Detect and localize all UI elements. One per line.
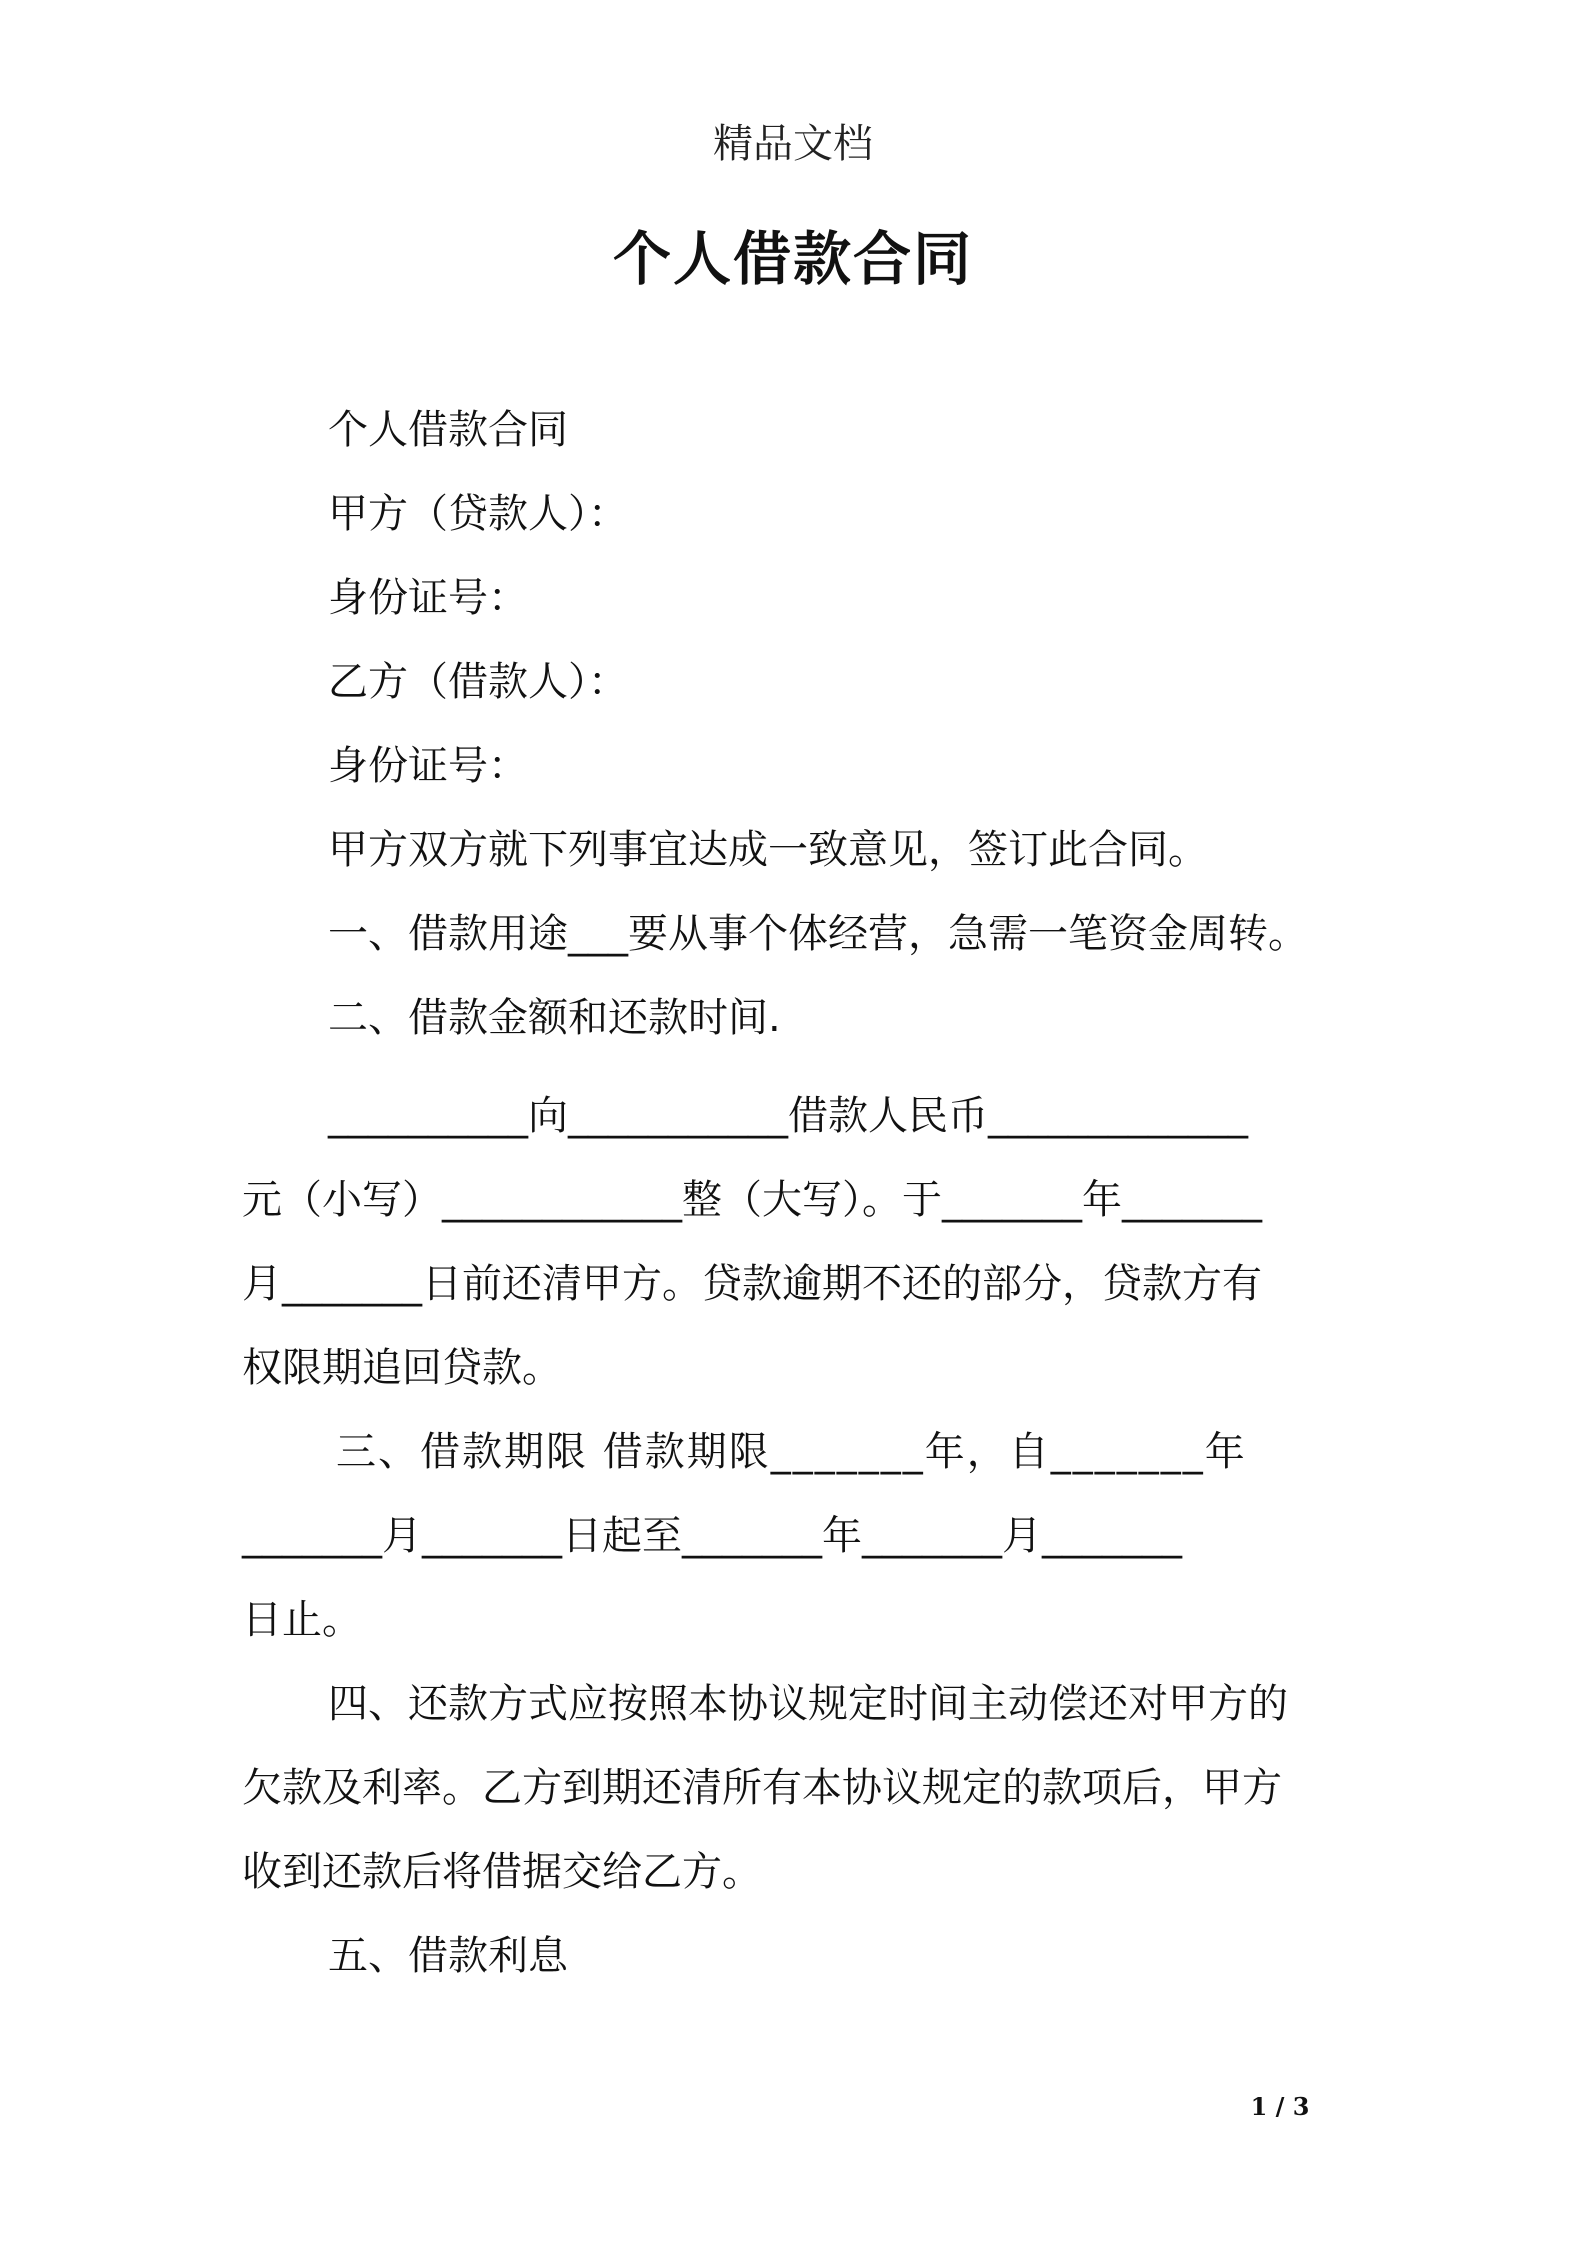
page-number: 1 / 3 [1250, 2092, 1310, 2121]
borrower-id-field: 身份证号： [328, 743, 528, 789]
clause-1-purpose: 一、借款用途___要从事个体经营，急需一笔资金周转。 [328, 911, 1308, 957]
clause-4-line-3: 收到还款后将借据交给乙方。 [242, 1849, 762, 1895]
agreement-intro: 甲方双方就下列事宜达成一致意见，签订此合同。 [328, 827, 1208, 873]
clause-3-line-3: 日止。 [242, 1597, 362, 1643]
clause-4-line-1: 四、还款方式应按照本协议规定时间主动偿还对甲方的 [328, 1681, 1288, 1727]
clause-3-line-2: _______月_______日起至_______年_______月_______ [242, 1513, 1182, 1559]
clause-2-line-4: 权限期追回贷款。 [242, 1345, 562, 1391]
lender-id-field: 身份证号： [328, 575, 528, 621]
clause-5-heading: 五、借款利息 [328, 1933, 568, 1979]
clause-2-line-3: 月_______日前还清甲方。贷款逾期不还的部分，贷款方有 [242, 1261, 1262, 1307]
clause-4-line-2: 欠款及利率。乙方到期还清所有本协议规定的款项后，甲方 [242, 1765, 1282, 1811]
clause-2-line-1: __________向___________借款人民币_____________ [328, 1093, 1248, 1139]
document-title: 个人借款合同 [612, 225, 973, 293]
lender-field: 甲方（贷款人）： [328, 491, 628, 537]
header-note: 精品文档 [713, 121, 873, 167]
clause-2-heading: 二、借款金额和还款时间. [328, 995, 781, 1041]
clause-3-term: 三、借款期限 借款期限_______年，自_______年 [336, 1429, 1247, 1475]
contract-heading: 个人借款合同 [328, 407, 568, 453]
clause-2-line-2: 元（小写）____________整（大写）。于_______年_______ [242, 1177, 1262, 1223]
borrower-field: 乙方（借款人）： [328, 659, 628, 705]
